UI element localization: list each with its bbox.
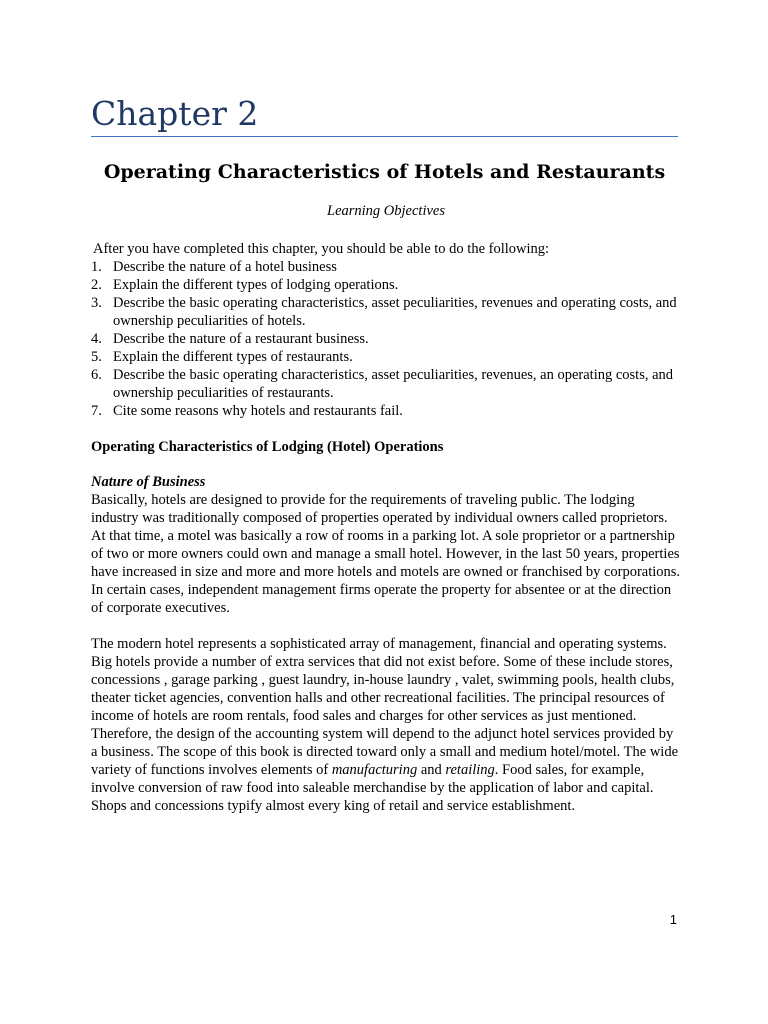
body-paragraph-2 [91,635,681,815]
objective-text: Describe the nature of a restaurant business. [113,331,369,347]
objective-item [91,258,681,276]
objective-item [91,330,681,348]
objective-text: Cite some reasons why hotels and restaurants fail. [113,403,403,419]
objective-text: Describe the basic operating characteristics, asset peculiarities, revenues and operating costs, and ownership peculiarities of hotels. [113,295,677,329]
objective-number: 1. [91,259,102,275]
objective-item [91,294,681,330]
paragraph-2-connector: and [417,762,446,778]
paragraph-2-text-start: The modern hotel represents a sophisticated array of management, financial and operating systems. Big hotels provide a number of extra services that did not exist before. Some of these include stores, concessions , garage parking , guest laundry, in-house laundry , valet, swimming pools, health clubs, theater ticket agencies, convention halls and other recreational facilities. The principal resources of income of hotels are room rentals, food sales and charges for other services as just mentioned. Therefore, the design of the accounting system will depend to the adjunct hotel services provided by a business. The scope of this book is directed toward only a small and medium hotel/motel. The wide variety of functions involves elements of [91,636,679,778]
objective-item [91,348,681,366]
learning-objectives-heading: Learning Objectives [327,203,445,219]
page-number: 1 [669,912,677,927]
objective-number: 7. [91,403,102,419]
term-manufacturing: manufacturing [331,762,418,778]
objective-text: Describe the basic operating characteristics, asset peculiarities, revenues, an operating costs, and ownership peculiarities of restaurants. [113,367,674,401]
objective-text: Explain the different types of lodging operations. [113,277,399,293]
objective-item [91,366,681,402]
objective-item [91,276,681,294]
document-body [91,202,681,815]
document-title: Operating Characteristics of Hotels and Restaurants [103,161,666,183]
term-retailing: retailing [445,762,495,778]
subsection-heading: Nature of Business [91,474,206,490]
objective-number: 2. [91,277,102,293]
objectives-intro: After you have completed this chapter, you should be able to do the following: [93,241,550,257]
objective-text: Explain the different types of restaurants. [113,349,353,365]
chapter-title-rule [91,136,678,137]
objective-number: 4. [91,331,102,347]
objective-text: Describe the nature of a hotel business [113,259,337,275]
objective-item [91,402,681,420]
objective-number: 3. [91,295,102,311]
objective-number: 6. [91,367,102,383]
chapter-title: Chapter 2 [91,94,259,133]
objective-number: 5. [91,349,102,365]
objectives-list [91,258,681,420]
section-heading: Operating Characteristics of Lodging (Hotel) Operations [91,439,444,455]
paragraph-2-text-end: . Food sales, for example, involve conversion of raw food into saleable merchandise by the application of labor and capital. Shops and concessions typify almost every king of retail and service establishment. [91,762,654,814]
body-paragraph-1: Basically, hotels are designed to provide for the requirements of traveling public. The lodging industry was traditionally composed of properties operated by individual owners called proprietors. At that time, a motel was basically a row of rooms in a parking lot. A sole proprietor or a partnership of two or more owners could own and manage a small hotel. However, in the last 50 years, properties have increased in size and more and more hotels and motels are owned or franchised by corporations. In certain cases, independent management firms operate the property for absentee or at the direction of corporate executives. [91,492,681,616]
